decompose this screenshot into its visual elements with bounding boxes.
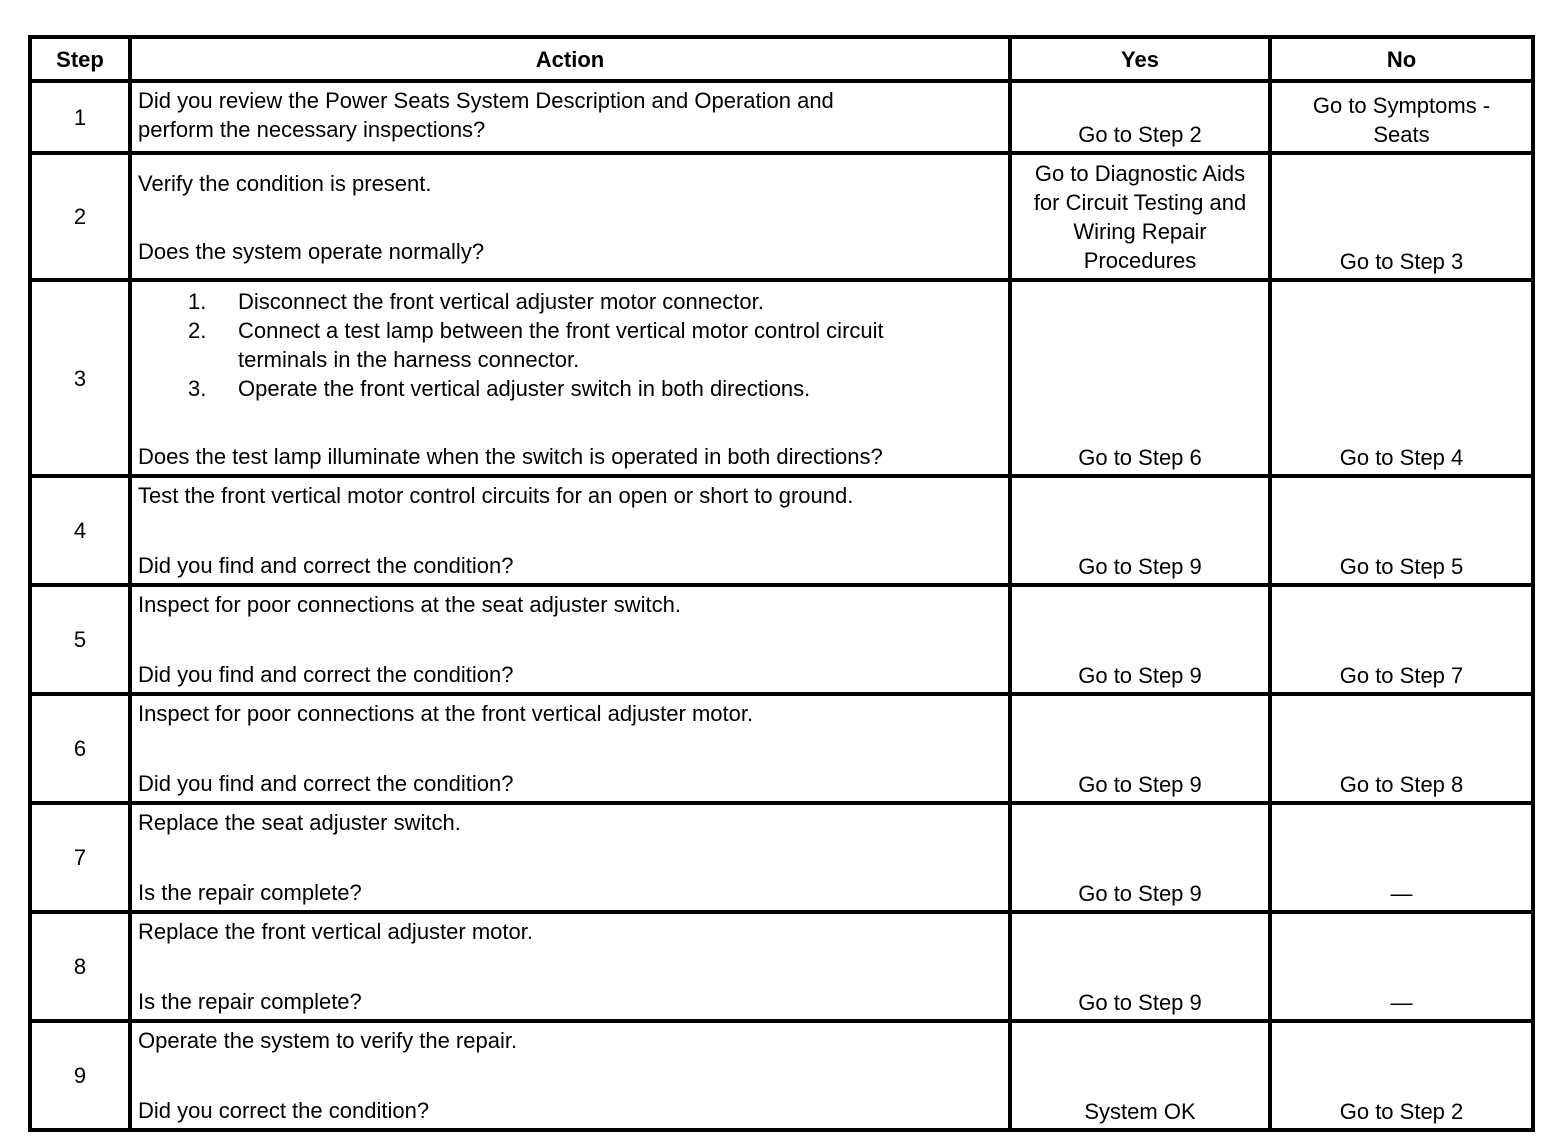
action-text: Replace the seat adjuster switch.	[138, 810, 461, 835]
action-question: Did you correct the condition?	[138, 1098, 430, 1123]
yes-cell	[1010, 280, 1270, 476]
no-link[interactable]: Go to Symptoms -	[1312, 93, 1491, 118]
table-row	[30, 1021, 1533, 1130]
no-link[interactable]: Go to Step 7	[1339, 663, 1464, 688]
substep-item	[188, 374, 1002, 403]
yes-link[interactable]: Go to Step 9	[1078, 772, 1202, 797]
no-cell	[1270, 81, 1533, 153]
table-row	[30, 694, 1533, 803]
yes-cell	[1010, 803, 1270, 912]
header-action: Action	[130, 37, 1010, 81]
no-link[interactable]: Go to Step 4	[1339, 445, 1464, 470]
action-text: Did you review the Power Seats System Description and Operation and	[138, 88, 834, 113]
step-number: 4	[30, 476, 130, 585]
table-row	[30, 585, 1533, 694]
action-text: Operate the system to verify the repair.	[138, 1028, 518, 1053]
no-link[interactable]: Go to Step 8	[1339, 772, 1464, 797]
yes-link[interactable]: Go to Step 9	[1078, 663, 1202, 688]
step-number: 6	[30, 694, 130, 803]
diagnostic-table	[28, 35, 1535, 1132]
step-number: 9	[30, 1021, 130, 1130]
no-link[interactable]: Go to Step 2	[1339, 1099, 1464, 1124]
substep-number: 3.	[188, 376, 207, 401]
action-question: Did you find and correct the condition?	[138, 662, 514, 687]
action-question: Is the repair complete?	[138, 989, 362, 1014]
no-link[interactable]: Go to Step 3	[1339, 249, 1464, 274]
no-dash: —	[1390, 990, 1413, 1015]
header-row	[30, 37, 1533, 81]
no-cell	[1270, 694, 1533, 803]
step-number: 5	[30, 585, 130, 694]
substep-number: 2.	[188, 318, 207, 343]
substep-text: Connect a test lamp between the front vertical motor control circuit	[238, 318, 884, 343]
action-cell	[130, 476, 1010, 585]
substep-item	[188, 287, 1002, 316]
substep-number: 1.	[188, 289, 207, 314]
yes-link[interactable]: Go to Step 9	[1078, 881, 1202, 906]
no-cell	[1270, 803, 1533, 912]
action-question: Did you find and correct the condition?	[138, 553, 514, 578]
table-row	[30, 476, 1533, 585]
step-number: 3	[30, 280, 130, 476]
yes-cell	[1010, 153, 1270, 280]
action-question: Is the repair complete?	[138, 880, 362, 905]
action-question: Does the test lamp illuminate when the switch is operated in both directions?	[138, 444, 883, 469]
yes-cell	[1010, 1021, 1270, 1130]
action-text: Inspect for poor connections at the seat adjuster switch.	[138, 592, 681, 617]
action-question: Did you find and correct the condition?	[138, 771, 514, 796]
yes-link[interactable]: Wiring Repair	[1073, 218, 1207, 244]
action-cell	[130, 912, 1010, 1021]
step-number: 8	[30, 912, 130, 1021]
no-link[interactable]: Go to Step 5	[1339, 554, 1464, 579]
header-no: No	[1270, 37, 1533, 81]
yes-link[interactable]: Go to Step 9	[1078, 554, 1202, 579]
action-cell	[130, 803, 1010, 912]
action-cell	[130, 585, 1010, 694]
yes-link[interactable]: Procedures	[1083, 247, 1197, 273]
no-cell	[1270, 153, 1533, 280]
yes-cell	[1010, 585, 1270, 694]
yes-link[interactable]: Go to Diagnostic Aids	[1034, 160, 1246, 186]
action-text: Replace the front vertical adjuster motor.	[138, 919, 533, 944]
no-cell	[1270, 280, 1533, 476]
no-link[interactable]: Seats	[1373, 122, 1430, 147]
header-yes: Yes	[1010, 37, 1270, 81]
table-row	[30, 912, 1533, 1021]
no-dash: —	[1390, 881, 1413, 906]
action-cell	[130, 81, 1010, 153]
yes-result: System OK	[1084, 1099, 1196, 1124]
no-cell	[1270, 912, 1533, 1021]
no-cell	[1270, 476, 1533, 585]
yes-link[interactable]: Go to Step 2	[1078, 122, 1202, 147]
substep-item	[188, 316, 1002, 374]
yes-link[interactable]: Go to Step 6	[1078, 445, 1202, 470]
yes-cell	[1010, 476, 1270, 585]
header-step: Step	[30, 37, 130, 81]
table-row	[30, 280, 1533, 476]
action-cell	[130, 153, 1010, 280]
step-number: 1	[30, 81, 130, 153]
table-row	[30, 153, 1533, 280]
yes-cell	[1010, 81, 1270, 153]
substep-text: terminals in the harness connector.	[238, 347, 580, 372]
substep-text: Operate the front vertical adjuster switch in both directions.	[238, 376, 811, 401]
action-cell	[130, 1021, 1010, 1130]
action-text: perform the necessary inspections?	[138, 117, 486, 142]
table-row	[30, 81, 1533, 153]
substep-text: Disconnect the front vertical adjuster motor connector.	[238, 289, 764, 314]
action-question: Does the system operate normally?	[138, 239, 485, 264]
action-cell	[130, 694, 1010, 803]
yes-link[interactable]: for Circuit Testing and	[1033, 189, 1247, 215]
step-number: 7	[30, 803, 130, 912]
table-row	[30, 803, 1533, 912]
yes-cell	[1010, 694, 1270, 803]
action-text: Inspect for poor connections at the front vertical adjuster motor.	[138, 701, 754, 726]
no-cell	[1270, 585, 1533, 694]
no-cell	[1270, 1021, 1533, 1130]
action-text: Verify the condition is present.	[138, 171, 432, 196]
step-number: 2	[30, 153, 130, 280]
substep-list	[138, 287, 1002, 403]
yes-cell	[1010, 912, 1270, 1021]
yes-link[interactable]: Go to Step 9	[1078, 990, 1202, 1015]
action-text: Test the front vertical motor control circuits for an open or short to ground.	[138, 483, 854, 508]
action-cell	[130, 280, 1010, 476]
